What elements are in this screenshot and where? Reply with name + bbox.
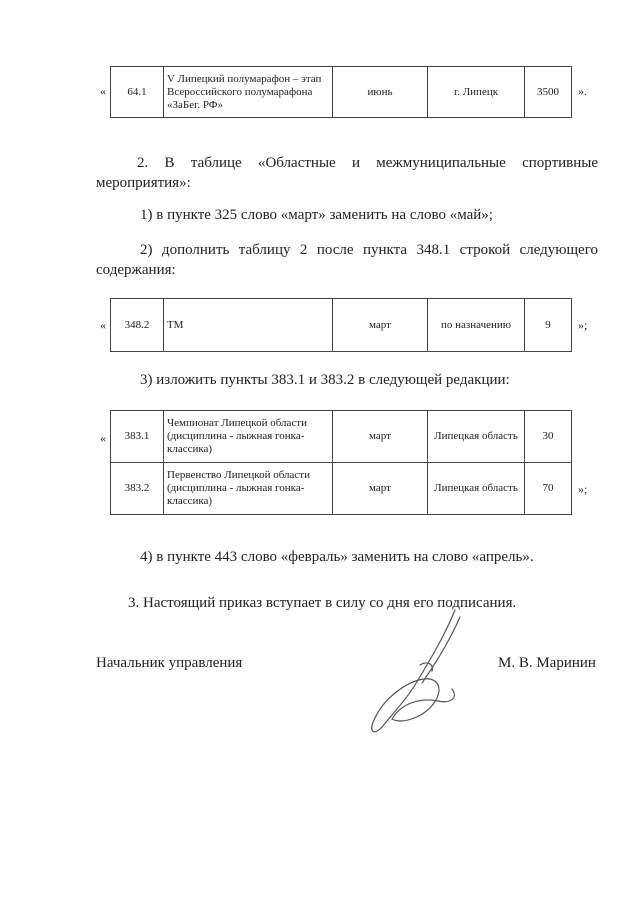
table1-open-quote: « <box>100 84 106 98</box>
table2 <box>110 298 572 352</box>
row-month: июнь <box>333 67 428 118</box>
table3-open-quote: « <box>100 431 106 445</box>
row-month: март <box>333 299 428 352</box>
row-description: Чемпионат Липецкой области (дисциплина - лыжная гонка-классика) <box>164 411 333 463</box>
signature-position: Начальник управления <box>96 655 243 671</box>
table2-close-quote: »; <box>578 318 588 332</box>
table-row <box>111 411 572 463</box>
row-number: 383.2 <box>111 463 164 515</box>
table3 <box>110 410 572 515</box>
row-month: март <box>333 411 428 463</box>
table2-open-quote: « <box>100 318 106 332</box>
table-row <box>111 463 572 515</box>
row-place: г. Липецк <box>428 67 525 118</box>
row-month: март <box>333 463 428 515</box>
signature-name: М. В. Маринин <box>498 655 596 671</box>
row-place: Липецкая область <box>428 463 525 515</box>
row-place: по назначению <box>428 299 525 352</box>
item-4: 4) в пункте 443 слово «февраль» заменить на слово «апрель». <box>140 549 534 565</box>
table1-close-quote: ». <box>578 84 587 98</box>
handwritten-signature <box>360 605 480 740</box>
table-row <box>111 299 572 352</box>
table3-close-quote: »; <box>578 482 588 496</box>
row-count: 9 <box>525 299 572 352</box>
paragraph-3: 3. Настоящий приказ вступает в силу со дня его подписания. <box>128 595 517 611</box>
table-row <box>111 67 572 118</box>
row-count: 70 <box>525 463 572 515</box>
row-description: ТМ <box>164 299 333 352</box>
row-number: 348.2 <box>111 299 164 352</box>
table1 <box>110 66 572 118</box>
paragraph-2-line2: мероприятия»: <box>96 175 191 191</box>
paragraph-2-line1: 2. В таблице «Областные и межмуниципальные спортивные <box>137 155 598 171</box>
row-count: 3500 <box>525 67 572 118</box>
row-description: V Липецкий полумарафон – этап Всероссийского полумарафона «ЗаБег. РФ» <box>164 67 333 118</box>
item-1: 1) в пункте 325 слово «март» заменить на слово «май»; <box>140 207 493 223</box>
row-place: Липецкая область <box>428 411 525 463</box>
row-description: Первенство Липецкой области (дисциплина - лыжная гонка-классика) <box>164 463 333 515</box>
row-number: 383.1 <box>111 411 164 463</box>
row-number: 64.1 <box>111 67 164 118</box>
item-3: 3) изложить пункты 383.1 и 383.2 в следующей редакции: <box>140 372 510 388</box>
row-count: 30 <box>525 411 572 463</box>
item-2-line1: 2) дополнить таблицу 2 после пункта 348.1 строкой следующего <box>140 242 598 258</box>
item-2-line2: содержания: <box>96 262 176 278</box>
